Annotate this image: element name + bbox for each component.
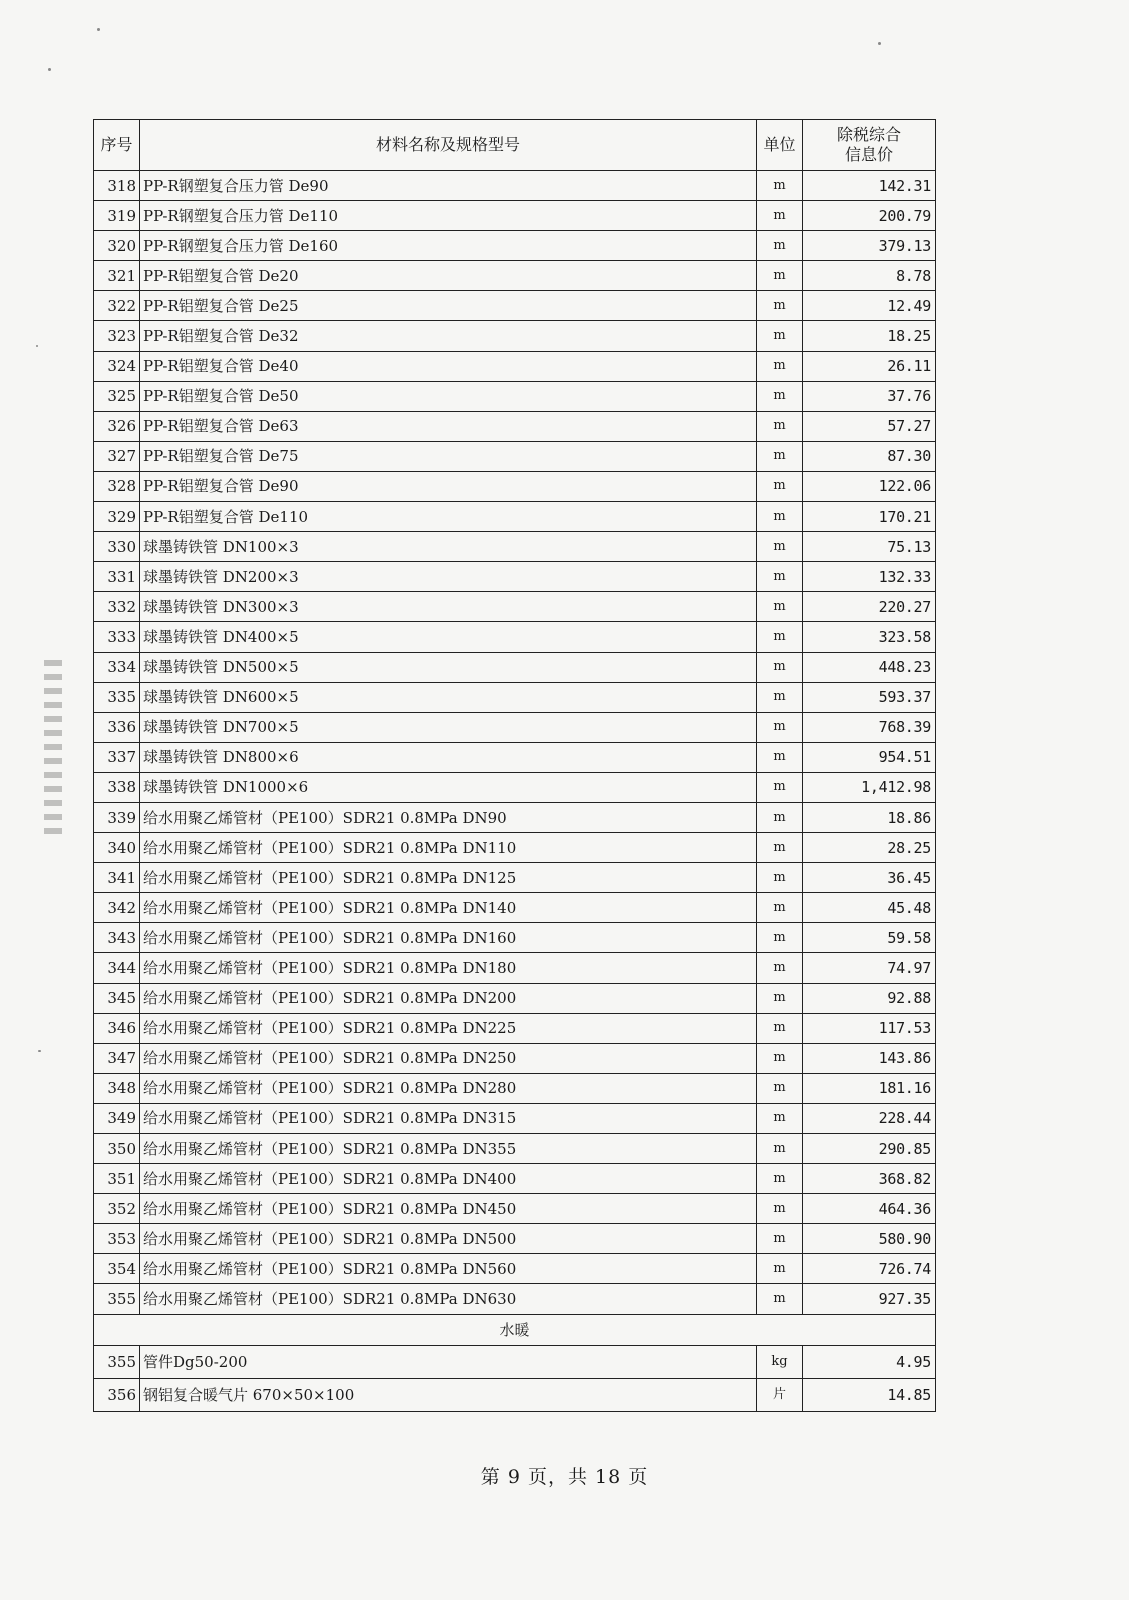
table-row xyxy=(94,201,936,231)
row-price: 14.85 xyxy=(803,1378,936,1411)
row-unit: m xyxy=(757,261,803,291)
section-body xyxy=(94,1314,936,1345)
row-name: 球墨铸铁管 DN500×5 xyxy=(140,652,757,682)
scan-speck xyxy=(97,28,100,31)
table-row xyxy=(94,1013,936,1043)
table-row xyxy=(94,441,936,471)
table-row xyxy=(94,261,936,291)
row-name: PP-R铝塑复合管 De75 xyxy=(140,441,757,471)
row-unit: m xyxy=(757,171,803,201)
table-row xyxy=(94,1378,936,1411)
row-price: 142.31 xyxy=(803,171,936,201)
row-seq: 328 xyxy=(94,471,140,501)
row-seq: 356 xyxy=(94,1378,140,1411)
row-price: 220.27 xyxy=(803,592,936,622)
scan-speck xyxy=(48,68,51,71)
row-name: PP-R铝塑复合管 De20 xyxy=(140,261,757,291)
row-seq: 323 xyxy=(94,321,140,351)
row-price: 74.97 xyxy=(803,953,936,983)
row-seq: 344 xyxy=(94,953,140,983)
row-unit: m xyxy=(757,562,803,592)
row-unit: m xyxy=(757,802,803,832)
row-unit: m xyxy=(757,441,803,471)
row-name: 给水用聚乙烯管材（PE100）SDR21 0.8MPa DN125 xyxy=(140,863,757,893)
table-row xyxy=(94,471,936,501)
row-price: 59.58 xyxy=(803,923,936,953)
row-name: 给水用聚乙烯管材（PE100）SDR21 0.8MPa DN225 xyxy=(140,1013,757,1043)
table-row xyxy=(94,231,936,261)
row-unit: m xyxy=(757,411,803,441)
row-unit: m xyxy=(757,1134,803,1164)
table-row xyxy=(94,1134,936,1164)
row-unit: m xyxy=(757,231,803,261)
row-unit: m xyxy=(757,833,803,863)
row-unit: m xyxy=(757,1073,803,1103)
row-unit: m xyxy=(757,1224,803,1254)
row-name: 给水用聚乙烯管材（PE100）SDR21 0.8MPa DN355 xyxy=(140,1134,757,1164)
row-unit: m xyxy=(757,321,803,351)
table-row xyxy=(94,351,936,381)
row-price: 200.79 xyxy=(803,201,936,231)
table-body xyxy=(94,171,936,1315)
price-table-container xyxy=(93,119,935,1412)
table-row xyxy=(94,1103,936,1133)
row-seq: 339 xyxy=(94,802,140,832)
row-seq: 327 xyxy=(94,441,140,471)
scan-speck xyxy=(878,42,881,45)
row-name: 球墨铸铁管 DN800×6 xyxy=(140,742,757,772)
row-unit: m xyxy=(757,381,803,411)
row-name: 球墨铸铁管 DN100×3 xyxy=(140,532,757,562)
row-name: PP-R铝塑复合管 De25 xyxy=(140,291,757,321)
row-price: 8.78 xyxy=(803,261,936,291)
table-row xyxy=(94,1164,936,1194)
row-unit: m xyxy=(757,863,803,893)
row-name: 给水用聚乙烯管材（PE100）SDR21 0.8MPa DN500 xyxy=(140,1224,757,1254)
table-row xyxy=(94,1043,936,1073)
row-name: 管件Dg50-200 xyxy=(140,1345,757,1378)
row-seq: 318 xyxy=(94,171,140,201)
row-price: 580.90 xyxy=(803,1224,936,1254)
row-unit: m xyxy=(757,1164,803,1194)
row-unit: m xyxy=(757,712,803,742)
row-unit: m xyxy=(757,622,803,652)
row-name: 给水用聚乙烯管材（PE100）SDR21 0.8MPa DN280 xyxy=(140,1073,757,1103)
table-row xyxy=(94,923,936,953)
row-unit: m xyxy=(757,1284,803,1314)
row-unit: m xyxy=(757,772,803,802)
table-row xyxy=(94,1284,936,1314)
row-seq: 340 xyxy=(94,833,140,863)
row-name: PP-R铝塑复合管 De50 xyxy=(140,381,757,411)
row-unit: m xyxy=(757,1103,803,1133)
row-price: 37.76 xyxy=(803,381,936,411)
row-name: PP-R铝塑复合管 De110 xyxy=(140,502,757,532)
header-price xyxy=(803,120,936,171)
row-price: 464.36 xyxy=(803,1194,936,1224)
row-price: 290.85 xyxy=(803,1134,936,1164)
row-seq: 321 xyxy=(94,261,140,291)
table-row xyxy=(94,772,936,802)
row-seq: 345 xyxy=(94,983,140,1013)
row-price: 368.82 xyxy=(803,1164,936,1194)
header-price-line2: 信息价 xyxy=(844,145,893,164)
table-row xyxy=(94,171,936,201)
section-rows-body xyxy=(94,1345,936,1411)
row-price: 36.45 xyxy=(803,863,936,893)
row-unit: m xyxy=(757,682,803,712)
row-seq: 354 xyxy=(94,1254,140,1284)
row-unit: m xyxy=(757,1254,803,1284)
section-title: 水暖 xyxy=(94,1314,936,1345)
row-price: 132.33 xyxy=(803,562,936,592)
row-price: 954.51 xyxy=(803,742,936,772)
row-unit: kg xyxy=(757,1345,803,1378)
row-price: 4.95 xyxy=(803,1345,936,1378)
row-name: 给水用聚乙烯管材（PE100）SDR21 0.8MPa DN140 xyxy=(140,893,757,923)
table-row xyxy=(94,682,936,712)
page-footer: 第 9 页，共 18 页 xyxy=(480,1466,649,1488)
row-name: PP-R铝塑复合管 De90 xyxy=(140,471,757,501)
row-seq: 333 xyxy=(94,622,140,652)
row-seq: 335 xyxy=(94,682,140,712)
table-row xyxy=(94,802,936,832)
row-price: 379.13 xyxy=(803,231,936,261)
table-row xyxy=(94,381,936,411)
row-price: 18.86 xyxy=(803,802,936,832)
row-seq: 353 xyxy=(94,1224,140,1254)
scan-speck xyxy=(36,345,38,347)
row-price: 726.74 xyxy=(803,1254,936,1284)
header-seq: 序号 xyxy=(94,120,140,171)
row-seq: 326 xyxy=(94,411,140,441)
table-row xyxy=(94,983,936,1013)
row-name: 给水用聚乙烯管材（PE100）SDR21 0.8MPa DN110 xyxy=(140,833,757,863)
table-row xyxy=(94,411,936,441)
row-name: 给水用聚乙烯管材（PE100）SDR21 0.8MPa DN630 xyxy=(140,1284,757,1314)
row-price: 122.06 xyxy=(803,471,936,501)
row-name: 给水用聚乙烯管材（PE100）SDR21 0.8MPa DN315 xyxy=(140,1103,757,1133)
row-seq: 341 xyxy=(94,863,140,893)
row-name: 球墨铸铁管 DN300×3 xyxy=(140,592,757,622)
table-row xyxy=(94,562,936,592)
table-row xyxy=(94,592,936,622)
row-seq: 347 xyxy=(94,1043,140,1073)
row-seq: 351 xyxy=(94,1164,140,1194)
row-name: PP-R铝塑复合管 De63 xyxy=(140,411,757,441)
row-unit: m xyxy=(757,923,803,953)
row-seq: 320 xyxy=(94,231,140,261)
row-unit: m xyxy=(757,1013,803,1043)
table-header-row xyxy=(94,120,936,171)
row-seq: 342 xyxy=(94,893,140,923)
row-unit: m xyxy=(757,652,803,682)
row-unit: m xyxy=(757,592,803,622)
row-seq: 322 xyxy=(94,291,140,321)
row-seq: 346 xyxy=(94,1013,140,1043)
row-price: 45.48 xyxy=(803,893,936,923)
scan-speck xyxy=(38,1050,41,1052)
row-unit: m xyxy=(757,1194,803,1224)
row-price: 26.11 xyxy=(803,351,936,381)
row-name: PP-R钢塑复合压力管 De110 xyxy=(140,201,757,231)
row-unit: m xyxy=(757,893,803,923)
row-unit: m xyxy=(757,471,803,501)
row-unit: m xyxy=(757,351,803,381)
row-name: 给水用聚乙烯管材（PE100）SDR21 0.8MPa DN450 xyxy=(140,1194,757,1224)
header-name: 材料名称及规格型号 xyxy=(140,120,757,171)
row-price: 181.16 xyxy=(803,1073,936,1103)
row-unit: m xyxy=(757,201,803,231)
table-row xyxy=(94,1224,936,1254)
row-name: 给水用聚乙烯管材（PE100）SDR21 0.8MPa DN400 xyxy=(140,1164,757,1194)
row-unit: m xyxy=(757,1043,803,1073)
row-name: 给水用聚乙烯管材（PE100）SDR21 0.8MPa DN250 xyxy=(140,1043,757,1073)
row-name: 给水用聚乙烯管材（PE100）SDR21 0.8MPa DN200 xyxy=(140,983,757,1013)
row-unit: m xyxy=(757,742,803,772)
row-seq: 325 xyxy=(94,381,140,411)
row-unit: m xyxy=(757,502,803,532)
row-name: PP-R钢塑复合压力管 De90 xyxy=(140,171,757,201)
row-name: 球墨铸铁管 DN1000×6 xyxy=(140,772,757,802)
row-seq: 350 xyxy=(94,1134,140,1164)
table-row xyxy=(94,1254,936,1284)
row-price: 28.25 xyxy=(803,833,936,863)
row-seq: 319 xyxy=(94,201,140,231)
row-name: 钢铝复合暖气片 670×50×100 xyxy=(140,1378,757,1411)
row-seq: 355 xyxy=(94,1345,140,1378)
row-seq: 343 xyxy=(94,923,140,953)
row-name: 球墨铸铁管 DN600×5 xyxy=(140,682,757,712)
row-name: 球墨铸铁管 DN400×5 xyxy=(140,622,757,652)
row-name: 给水用聚乙烯管材（PE100）SDR21 0.8MPa DN180 xyxy=(140,953,757,983)
row-price: 927.35 xyxy=(803,1284,936,1314)
row-name: 给水用聚乙烯管材（PE100）SDR21 0.8MPa DN160 xyxy=(140,923,757,953)
table-row xyxy=(94,321,936,351)
table-row xyxy=(94,652,936,682)
section-title-row xyxy=(94,1314,936,1345)
table-row xyxy=(94,712,936,742)
header-price-line1: 除税综合 xyxy=(836,125,901,144)
table-row xyxy=(94,1073,936,1103)
row-unit: m xyxy=(757,953,803,983)
table-row xyxy=(94,1345,936,1378)
row-price: 170.21 xyxy=(803,502,936,532)
row-name: PP-R铝塑复合管 De40 xyxy=(140,351,757,381)
row-seq: 336 xyxy=(94,712,140,742)
table-row xyxy=(94,893,936,923)
table-row xyxy=(94,742,936,772)
table-row xyxy=(94,532,936,562)
row-price: 87.30 xyxy=(803,441,936,471)
row-price: 448.23 xyxy=(803,652,936,682)
table-row xyxy=(94,502,936,532)
row-unit: m xyxy=(757,983,803,1013)
row-price: 228.44 xyxy=(803,1103,936,1133)
row-price: 117.53 xyxy=(803,1013,936,1043)
row-unit: m xyxy=(757,291,803,321)
row-unit: m xyxy=(757,532,803,562)
row-price: 1,412.98 xyxy=(803,772,936,802)
row-seq: 324 xyxy=(94,351,140,381)
row-name: 球墨铸铁管 DN200×3 xyxy=(140,562,757,592)
row-name: 球墨铸铁管 DN700×5 xyxy=(140,712,757,742)
row-price: 57.27 xyxy=(803,411,936,441)
row-seq: 352 xyxy=(94,1194,140,1224)
row-price: 593.37 xyxy=(803,682,936,712)
table-row xyxy=(94,622,936,652)
row-price: 768.39 xyxy=(803,712,936,742)
row-seq: 331 xyxy=(94,562,140,592)
row-seq: 355 xyxy=(94,1284,140,1314)
row-seq: 332 xyxy=(94,592,140,622)
row-name: PP-R钢塑复合压力管 De160 xyxy=(140,231,757,261)
row-name: PP-R铝塑复合管 De32 xyxy=(140,321,757,351)
table-row xyxy=(94,833,936,863)
row-price: 12.49 xyxy=(803,291,936,321)
row-price: 75.13 xyxy=(803,532,936,562)
table-row xyxy=(94,953,936,983)
row-price: 92.88 xyxy=(803,983,936,1013)
row-seq: 337 xyxy=(94,742,140,772)
table-row xyxy=(94,863,936,893)
row-seq: 338 xyxy=(94,772,140,802)
row-seq: 334 xyxy=(94,652,140,682)
row-seq: 349 xyxy=(94,1103,140,1133)
table-row xyxy=(94,291,936,321)
row-price: 18.25 xyxy=(803,321,936,351)
row-seq: 329 xyxy=(94,502,140,532)
row-seq: 348 xyxy=(94,1073,140,1103)
header-unit: 单位 xyxy=(757,120,803,171)
row-name: 给水用聚乙烯管材（PE100）SDR21 0.8MPa DN560 xyxy=(140,1254,757,1284)
margin-binding-marks xyxy=(44,660,62,840)
row-unit: 片 xyxy=(757,1378,803,1411)
price-table xyxy=(93,119,936,1412)
table-row xyxy=(94,1194,936,1224)
row-price: 143.86 xyxy=(803,1043,936,1073)
row-price: 323.58 xyxy=(803,622,936,652)
row-seq: 330 xyxy=(94,532,140,562)
row-name: 给水用聚乙烯管材（PE100）SDR21 0.8MPa DN90 xyxy=(140,802,757,832)
